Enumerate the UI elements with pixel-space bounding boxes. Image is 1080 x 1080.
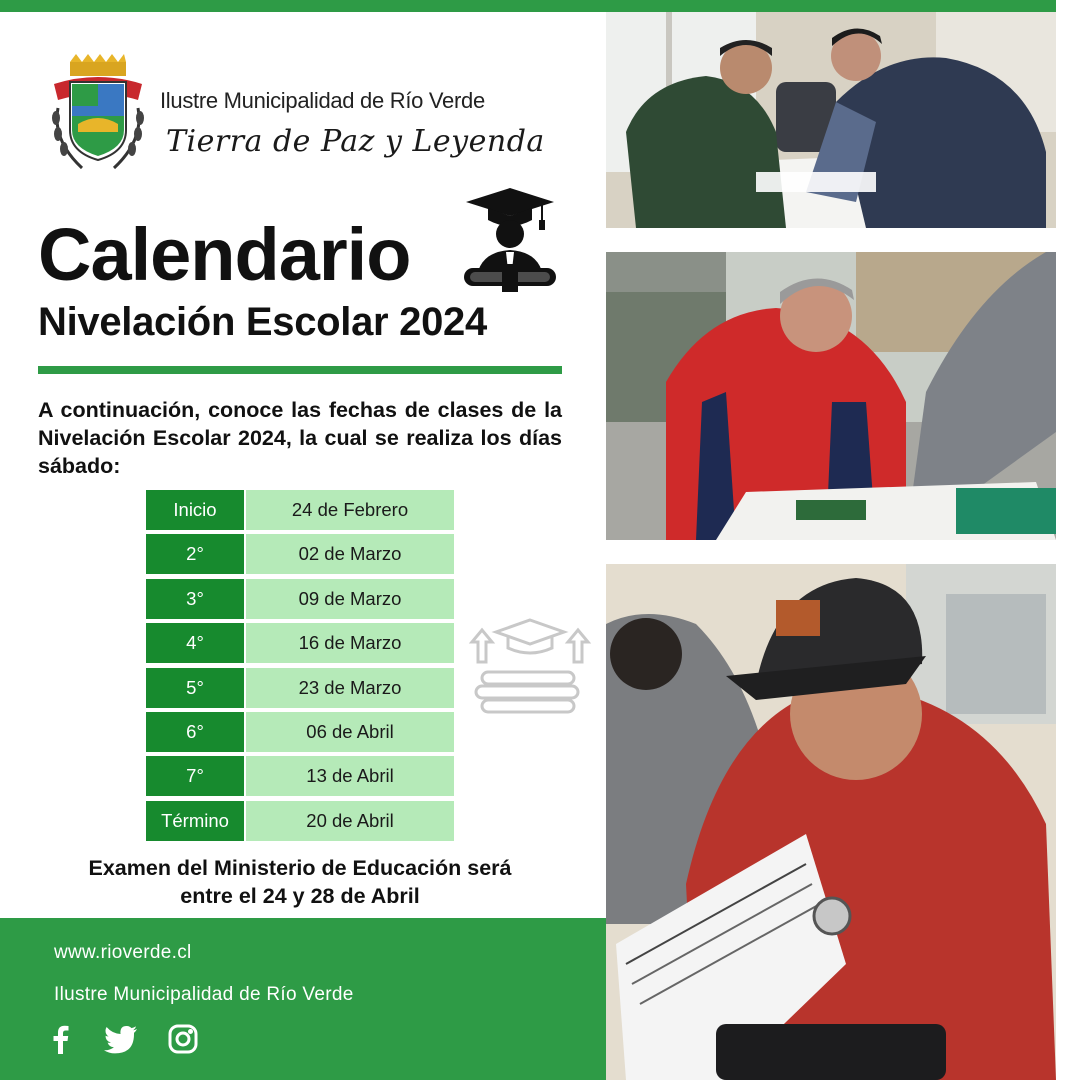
session-date: 02 de Marzo [246, 534, 454, 574]
session-date: 16 de Marzo [246, 623, 454, 663]
schedule-row [146, 490, 454, 530]
top-accent-bar [0, 0, 1080, 12]
session-label: Término [146, 801, 244, 841]
photo-student-reading [606, 564, 1056, 1080]
session-date: 09 de Marzo [246, 579, 454, 619]
session-label: 2° [146, 534, 244, 574]
footer [0, 918, 606, 1080]
schedule-row [146, 756, 454, 796]
instagram-icon[interactable] [168, 1024, 198, 1054]
schedule-row [146, 712, 454, 752]
books-graduation-icon [468, 612, 592, 720]
photo-students-at-table [606, 12, 1056, 228]
municipality-slogan: Tierra de Paz y Leyenda [166, 124, 545, 159]
twitter-icon[interactable] [104, 1024, 138, 1054]
social-links [48, 1024, 198, 1054]
municipality-name: Ilustre Municipalidad de Río Verde [160, 88, 485, 113]
schedule-row [146, 623, 454, 663]
session-date: 24 de Febrero [246, 490, 454, 530]
schedule-row [146, 668, 454, 708]
session-date: 06 de Abril [246, 712, 454, 752]
footer-municipality-name: Ilustre Municipalidad de Río Verde [54, 984, 354, 1005]
schedule-table [146, 490, 454, 845]
session-label: Inicio [146, 490, 244, 530]
intro-text: A continuación, conoce las fechas de clases de la Nivelación Escolar 2024, la cual se realiza los días sábado: [38, 398, 562, 478]
session-date: 13 de Abril [246, 756, 454, 796]
title-divider [38, 366, 562, 374]
graduate-icon [462, 186, 558, 294]
session-label: 7° [146, 756, 244, 796]
session-label: 4° [146, 623, 244, 663]
schedule-row [146, 579, 454, 619]
schedule-row [146, 534, 454, 574]
session-label: 6° [146, 712, 244, 752]
session-label: 5° [146, 668, 244, 708]
facebook-icon[interactable] [48, 1024, 74, 1054]
page-subtitle: Nivelación Escolar 2024 [38, 300, 487, 344]
session-label: 3° [146, 579, 244, 619]
photo-student-writing [606, 252, 1056, 540]
right-margin [1056, 0, 1080, 1080]
website-link[interactable]: www.rioverde.cl [54, 942, 192, 963]
page-title: Calendario [38, 213, 411, 296]
coat-of-arms-logo [48, 52, 148, 176]
session-date: 20 de Abril [246, 801, 454, 841]
session-date: 23 de Marzo [246, 668, 454, 708]
schedule-row [146, 801, 454, 841]
exam-note [40, 854, 560, 910]
exam-note-line-2: entre el 24 y 28 de Abril [180, 884, 420, 908]
exam-note-line-1: Examen del Ministerio de Educación será [88, 856, 512, 880]
